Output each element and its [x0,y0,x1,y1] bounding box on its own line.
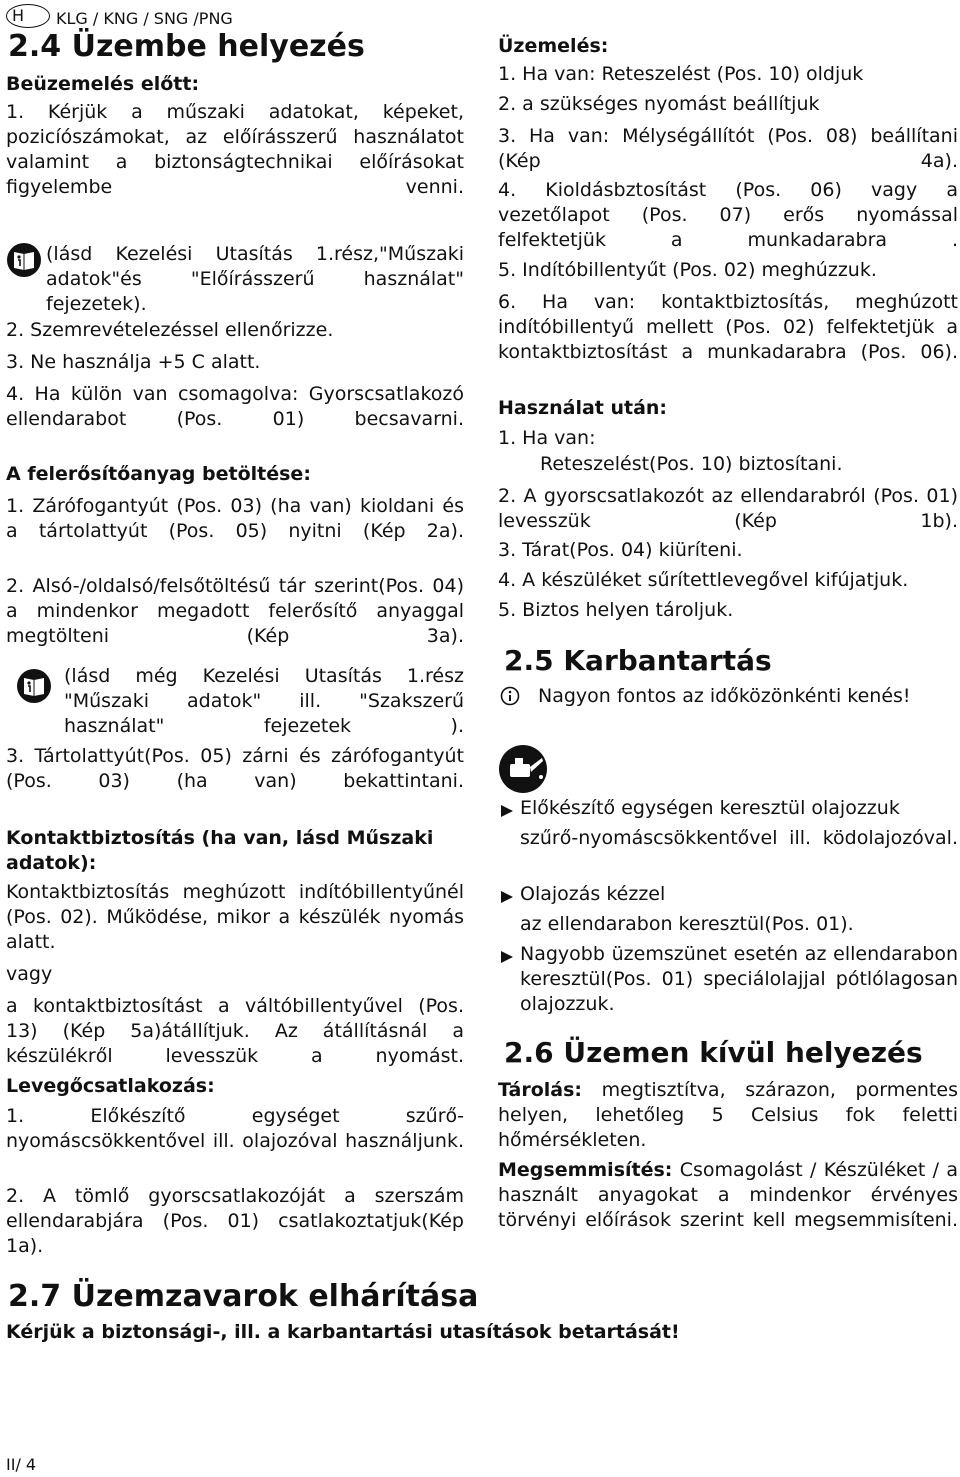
section-title-2-6: 2.6 Üzemen kívül helyezés [504,1036,923,1069]
bullet-3: Nagyobb üzemszünet esetén az ellendarabon keresztül(Pos. 01) speciálolajjal pótlólagosan olajozzuk. [520,943,958,1015]
after-item-3: 3. Tárat(Pos. 04) kiüríteni. [498,539,743,561]
air-item-2: 2. A tömlő gyorscsatlakozóját a szerszám ellendarabjára (Pos. 01) csatlakoztatjuk(Kép 1a). [6,1185,464,1257]
op-item-2: 2. a szükséges nyomást beállítjuk [498,93,820,115]
fill-item-1: 1. Zárófogantyút (Pos. 03) (ha van) kioldani és a tártolattyút (Pos. 05) nyitni (Kép 2a). [6,495,464,542]
contact-text-1: Kontaktbiztosítás meghúzott indítóbillentyűnél (Pos. 02). Működése, mikor a készülék nyomás alatt. [6,881,464,953]
air-item-1: 1. Előkészítő egységet szűrő-nyomáscsökkentővel ill. olajozóval használjunk. [6,1105,464,1152]
section-title-2-4: 2.4 Üzembe helyezés [8,29,365,64]
important-note: Nagyon fontos az időközönkénti kenés! [538,685,911,707]
disposal-body: Csomagolást / Készüléket / a használt anyagokat a mindenkor érvényes törvényi előírások szerint kell megsemmisíteni. [498,1159,958,1231]
triangle-bullet-icon [500,800,514,825]
after-heading: Használat után: [498,397,668,419]
storage-text [498,1078,958,1153]
section-title-2-7: 2.7 Üzemzavarok elhárítása [8,1279,479,1314]
after-item-1-cont: Reteszelést(Pos. 10) biztosítani. [540,453,843,475]
storage-label: Tárolás: [498,1079,582,1101]
info-circle-icon [500,686,520,713]
after-item-4: 4. A készüléket sűrítettlevegővel kifújatjuk. [498,569,909,591]
op-item-6: 6. Ha van: kontaktbiztosítás, meghúzott indítóbillentyű mellett (Pos. 02) felfektetjük a kontaktbiztosítást a munkadarabra (Pos. 06). [498,291,958,363]
after-item-2: 2. A gyorscsatlakozót az ellendarabról (Pos. 01) levesszük (Kép 1b). [498,485,958,532]
triangle-bullet-icon [500,886,514,911]
bullet-1-cont: szűrő-nyomáscsökkentővel ill. ködolajozóval. [520,827,958,849]
fill-note: (lásd még Kezelési Utasítás 1.rész "Műszaki adatok" ill. "Szakszerű használat" fejezetek ). [64,665,464,737]
after-item-5: 5. Biztos helyen tároljuk. [498,599,734,621]
fill-item-2: 2. Alsó-/oldalsó/felsőtöltésű tár szerint(Pos. 04) a mindenkor megadott felerősítő anyaggal megtölteni (Kép 3a). [6,575,464,647]
manual-info-icon [16,668,52,711]
air-heading: Levegőcsatlakozás: [6,1075,215,1097]
before-item-3: 3. Ne használja +5 C alatt. [6,351,261,373]
operation-heading: Üzemelés: [498,35,609,57]
page-number: II/ 4 [6,1455,37,1474]
op-item-1: 1. Ha van: Reteszelést (Pos. 10) oldjuk [498,63,864,85]
before-item-2: 2. Szemrevételezéssel ellenőrizze. [6,319,334,341]
oil-can-icon [498,744,548,801]
fill-heading: A felerősítőanyag betöltése: [6,463,311,485]
before-note: (lásd Kezelési Utasítás 1.rész,"Műszaki adatok"és "Előírásszerű használat" fejezetek). [46,243,464,315]
op-item-5: 5. Indítóbillentyűt (Pos. 02) meghúzzuk. [498,259,877,281]
disposal-label: Megsemmisítés: [498,1159,673,1181]
disposal-text [498,1158,958,1233]
before-heading: Beüzemelés előtt: [6,73,200,95]
bullet-1: Előkészítő egységen keresztül olajozzuk [520,797,900,819]
model-list: KLG / KNG / SNG /PNG [56,9,233,28]
language-badge: H [6,4,50,28]
contact-heading: Kontaktbiztosítás (ha van, lásd Műszaki adatok): [6,827,434,874]
op-item-3: 3. Ha van: Mélységállítót (Pos. 08) beállítani (Kép 4a). [498,125,958,172]
contact-or: vagy [6,963,53,985]
before-item-4: 4. Ha külön van csomagolva: Gyorscsatlakozó ellendarabot (Pos. 01) becsavarni. [6,383,464,430]
section-title-2-5: 2.5 Karbantartás [504,644,772,677]
bullet-2-cont: az ellendarabon keresztül(Pos. 01). [520,913,854,935]
contact-text-2: a kontaktbiztosítást a váltóbillentyűvel (Pos. 13) (Kép 5a)átállítjuk. Az átállításnál a készülékről levesszük a nyomást. [6,995,464,1067]
op-item-4: 4. Kioldásbztosítást (Pos. 06) vagy a vezetőlapot (Pos. 07) erős nyomással felfektetjük a munkadarabra . [498,179,958,251]
manual-info-icon [6,242,42,285]
fill-item-3: 3. Tártolattyút(Pos. 05) zárni és zárófogantyút (Pos. 03) (ha van) bekattintani. [6,745,464,792]
triangle-bullet-icon [500,946,514,971]
after-item-1: 1. Ha van: [498,427,596,449]
bullet-2: Olajozás kézzel [520,883,666,905]
troubleshooting-note: Kérjük a biztonsági-, ill. a karbantartási utasítások betartását! [6,1321,680,1343]
storage-body: megtisztítva, szárazon, pormentes helyen, lehetőleg 5 Celsius fok feletti hőmérsékleten. [498,1079,958,1151]
before-item-1: 1. Kérjük a műszaki adatokat, képeket, pozicíószámokat, az előírásszerű használatot valamint a biztonságtechnikai előírásokat figyelembe venni. [6,101,464,198]
